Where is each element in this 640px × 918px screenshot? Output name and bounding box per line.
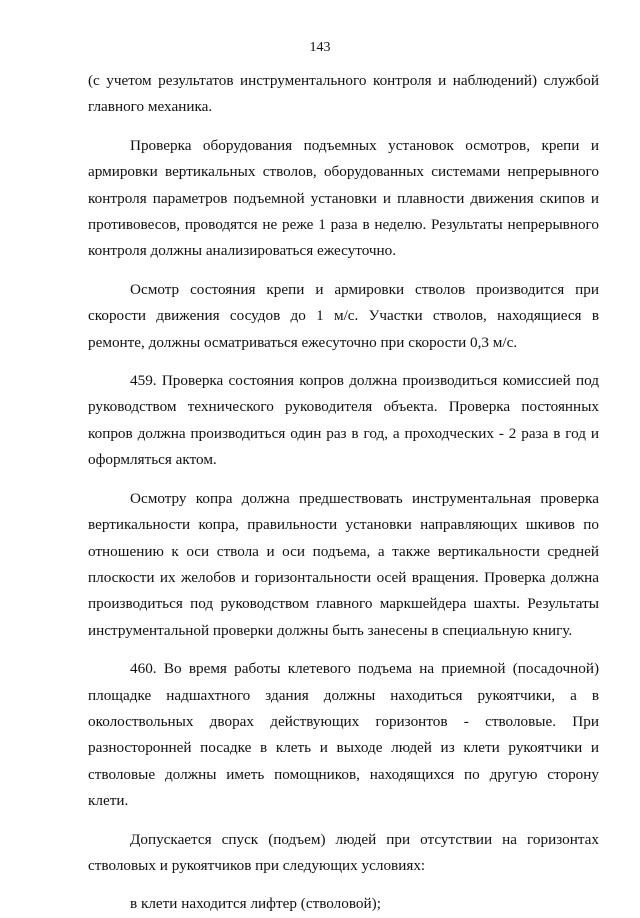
page-number: 143 bbox=[309, 40, 331, 55]
paragraph-item-460: 460. Во время работы клетевого подъема на приемной (посадочной) площадке надшахтного здания должны находиться рукоятчики, а в околоствольных дворах действующих горизонтов - стволовые. При разносторонней посадке в клеть и выходе людей из клети рукоятчики и стволовые должны иметь помощников, находящихся по другую сторону клети. bbox=[88, 660, 599, 810]
paragraph: (с учетом результатов инструментального контроля и наблюдений) службой главного механика. bbox=[88, 72, 599, 116]
paragraph: в клети находится лифтер (стволовой); bbox=[130, 895, 381, 913]
paragraph-item-459: 459. Проверка состояния копров должна производиться комиссией под руководством технического руководителя объекта. Проверка постоянных копров должна производиться один раз в год, а проходческих - 2 раза в год и оформляться актом. bbox=[88, 372, 599, 469]
paragraph: Допускается спуск (подъем) людей при отсутствии на горизонтах стволовых и рукоятчиков при следующих условиях: bbox=[88, 830, 599, 874]
paragraph: Осмотру копра должна предшествовать инструментальная проверка вертикальности копра, правильности установки направляющих шкивов по отношению к оси ствола и оси подъема, а также вертикальности средней плоскости их желобов и горизонтальности осей вращения. Проверка должна производиться под руководством главного маркшейдера шахты. Результаты инструментальной проверки должны быть занесены в специальную книгу. bbox=[88, 489, 599, 639]
document-body bbox=[88, 68, 599, 918]
paragraph: Проверка оборудования подъемных установок осмотров, крепи и армировки вертикальных стволов, оборудованных системами непрерывного контроля параметров подъемной установки и плавности движения скипов и противовесов, проводятся не реже 1 раза в неделю. Результаты непрерывного контроля должны анализироваться ежесуточно. bbox=[88, 136, 599, 260]
paragraph: Осмотр состояния крепи и армировки стволов производится при скорости движения сосудов до 1 м/с. Участки стволов, находящиеся в ремонте, должны осматриваться ежесуточно при скорости 0,3 м/с. bbox=[88, 280, 599, 351]
